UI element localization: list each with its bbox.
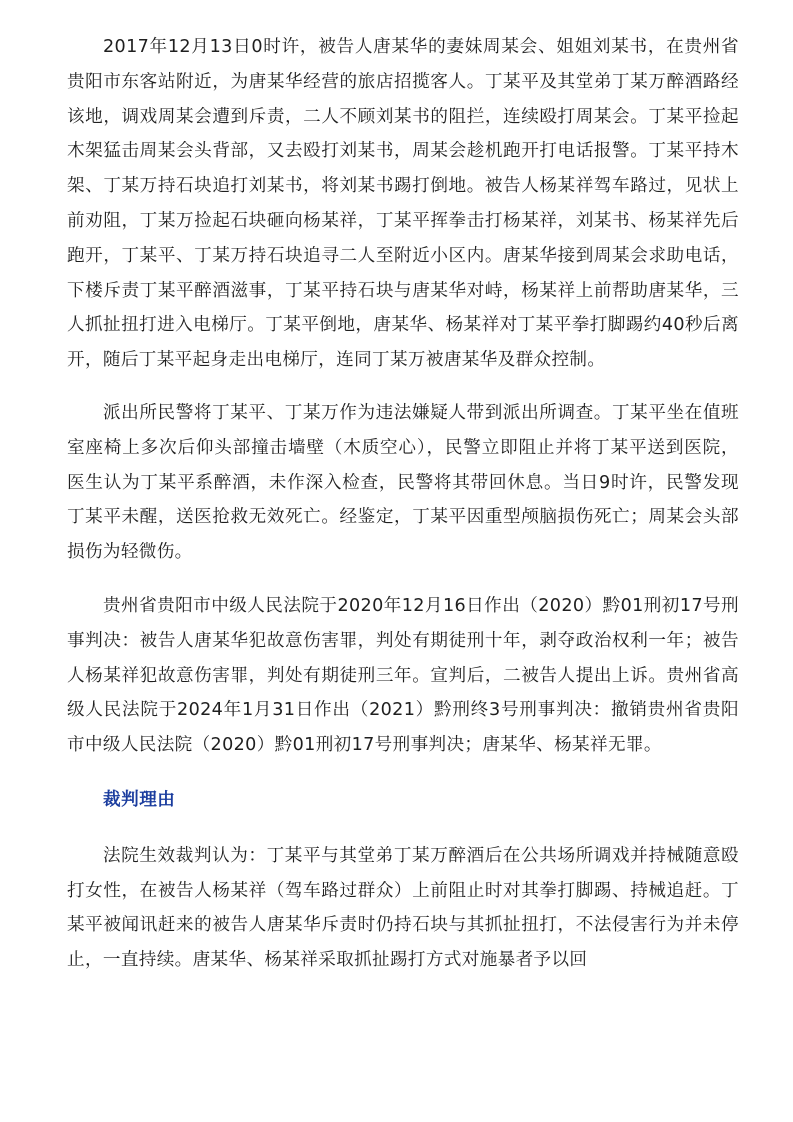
section-title: 裁判理由 [103, 789, 176, 810]
paragraph-case-facts: 2017年12月13日0时许，被告人唐某华的妻妹周某会、姐姐刘某书，在贵州省贵阳市东客站附近，为唐某华经营的旅店招揽客人。丁某平及其堂弟丁某万醉酒路经该地，调戏周某会遭到斥责，二人不顾刘某书的阻拦，连续殴打周某会。丁某平捡起木架猛击周某会头背部，又去殴打刘某书，周某会趁机跑开打电话报警。丁某平持木架、丁某万持石块追打刘某书，将刘某书踢打倒地。被告人杨某祥驾车路过，见状上前劝阻，丁某万捡起石块砸向杨某祥，丁某平挥拳击打杨某祥，刘某书、杨某祥先后跑开，丁某平、丁某万持石块追寻二人至附近小区内。唐某华接到周某会求助电话，下楼斥责丁某平醉酒滋事，丁某平持石块与唐某华对峙，杨某祥上前帮助唐某华，三人抓扯扭打进入电梯厅。丁某平倒地，唐某华、杨某祥对丁某平拳打脚踢约40秒后离开，随后丁某平起身走出电梯厅，连同丁某万被唐某华及群众控制。 [67, 37, 739, 371]
paragraph-court-judgments: 贵州省贵阳市中级人民法院于2020年12月16日作出（2020）黔01刑初17号刑事判决：被告人唐某华犯故意伤害罪，判处有期徒刑十年，剥夺政治权利一年；被告人杨某祥犯故意伤害罪，判处有期徒刑三年。宣判后，二被告人提出上诉。贵州省高级人民法院于2024年1月31日作出（2021）黔刑终3号刑事判决：撤销贵州省贵阳市中级人民法院（2020）黔01刑初17号刑事判决；唐某华、杨某祥无罪。 [67, 595, 739, 756]
paragraph-police-custody: 派出所民警将丁某平、丁某万作为违法嫌疑人带到派出所调查。丁某平坐在值班室座椅上多次后仰头部撞击墙壁（木质空心），民警立即阻止并将丁某平送到医院，医生认为丁某平系醉酒，未作深入检查，民警将其带回休息。当日9时许，民警发现丁某平未醒，送医抢救无效死亡。经鉴定，丁某平因重型颅脑损伤死亡；周某会头部损伤为轻微伤。 [67, 402, 739, 563]
paragraph-reasoning: 法院生效裁判认为：丁某平与其堂弟丁某万醉酒后在公共场所调戏并持械随意殴打女性，在被告人杨某祥（驾车路过群众）上前阻止时对其拳打脚踢、持械追赶。丁某平被闻讯赶来的被告人唐某华斥责时仍持石块与其抓扯扭打，不法侵害行为并未停止，一直持续。唐某华、杨某祥采取抓扯踢打方式对施暴者予以回 [67, 845, 739, 971]
document-page [67, 30, 739, 978]
